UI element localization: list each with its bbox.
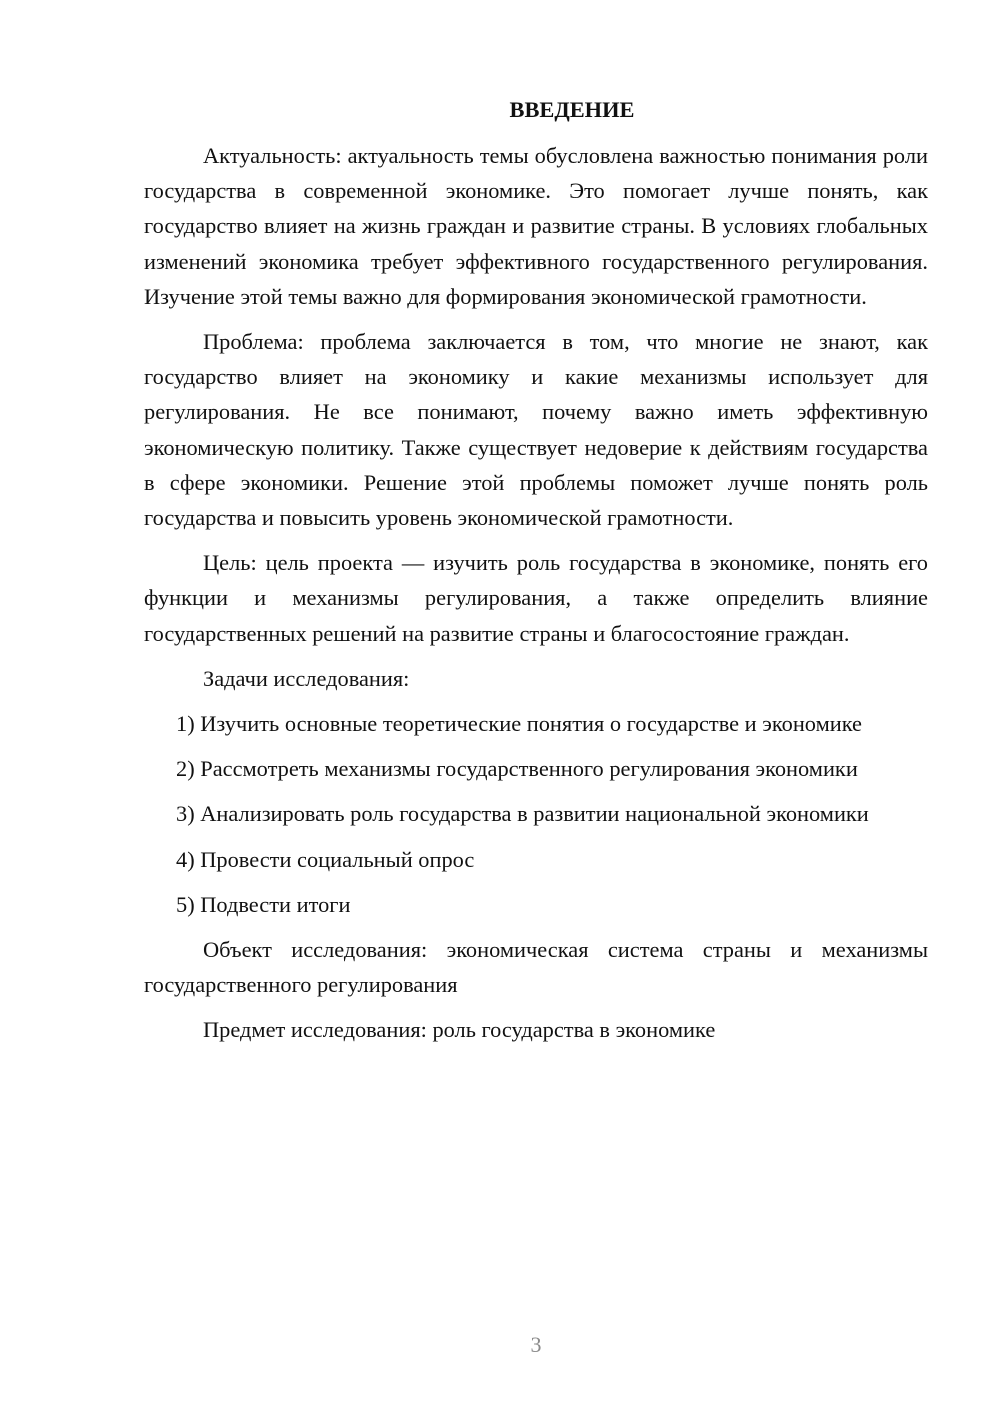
object-paragraph: Объект исследования: экономическая система страны и механизмы государственного регулирования (144, 937, 928, 998)
tasks-list (144, 706, 928, 922)
list-item: 5) Подвести итоги (176, 891, 351, 917)
list-item: 3) Анализировать роль государства в развитии национальной экономики (176, 801, 869, 827)
page-content (144, 94, 928, 1058)
list-item: 4) Провести социальный опрос (176, 846, 475, 872)
problem-paragraph: Проблема: проблема заключается в том, что многие не знают, как государство влияет на экономику и какие механизмы использует для регулирования. Не все понимают, почему важно иметь эффективную экономическую политику. Также существует недоверие к действиям государства в сфере экономики. Решение этой проблемы поможет лучше понять роль государства и повысить уровень экономической грамотности. (144, 329, 928, 531)
section-heading: ВВЕДЕНИЕ (509, 97, 635, 122)
relevance-paragraph: Актуальность: актуальность темы обусловлена важностью понимания роли государства в современной экономике. Это помогает лучше понять, как государство влияет на жизнь граждан и развитие страны. В условиях глобальных изменений экономика требует эффективного государственного регулирования. Изучение этой темы важно для формирования экономической грамотности. (144, 143, 928, 309)
list-item: 2) Рассмотреть механизмы государственного регулирования экономики (176, 756, 858, 782)
page-number: 3 (530, 1332, 542, 1357)
list-item: 1) Изучить основные теоретические понятия о государстве и экономике (176, 711, 862, 737)
goal-paragraph: Цель: цель проекта — изучить роль государства в экономике, понять его функции и механизмы регулирования, а также определить влияние государственных решений на развитие страны и благосостояние граждан. (144, 550, 928, 646)
subject-paragraph: Предмет исследования: роль государства в экономике (203, 1017, 716, 1043)
tasks-title: Задачи исследования: (203, 665, 410, 691)
